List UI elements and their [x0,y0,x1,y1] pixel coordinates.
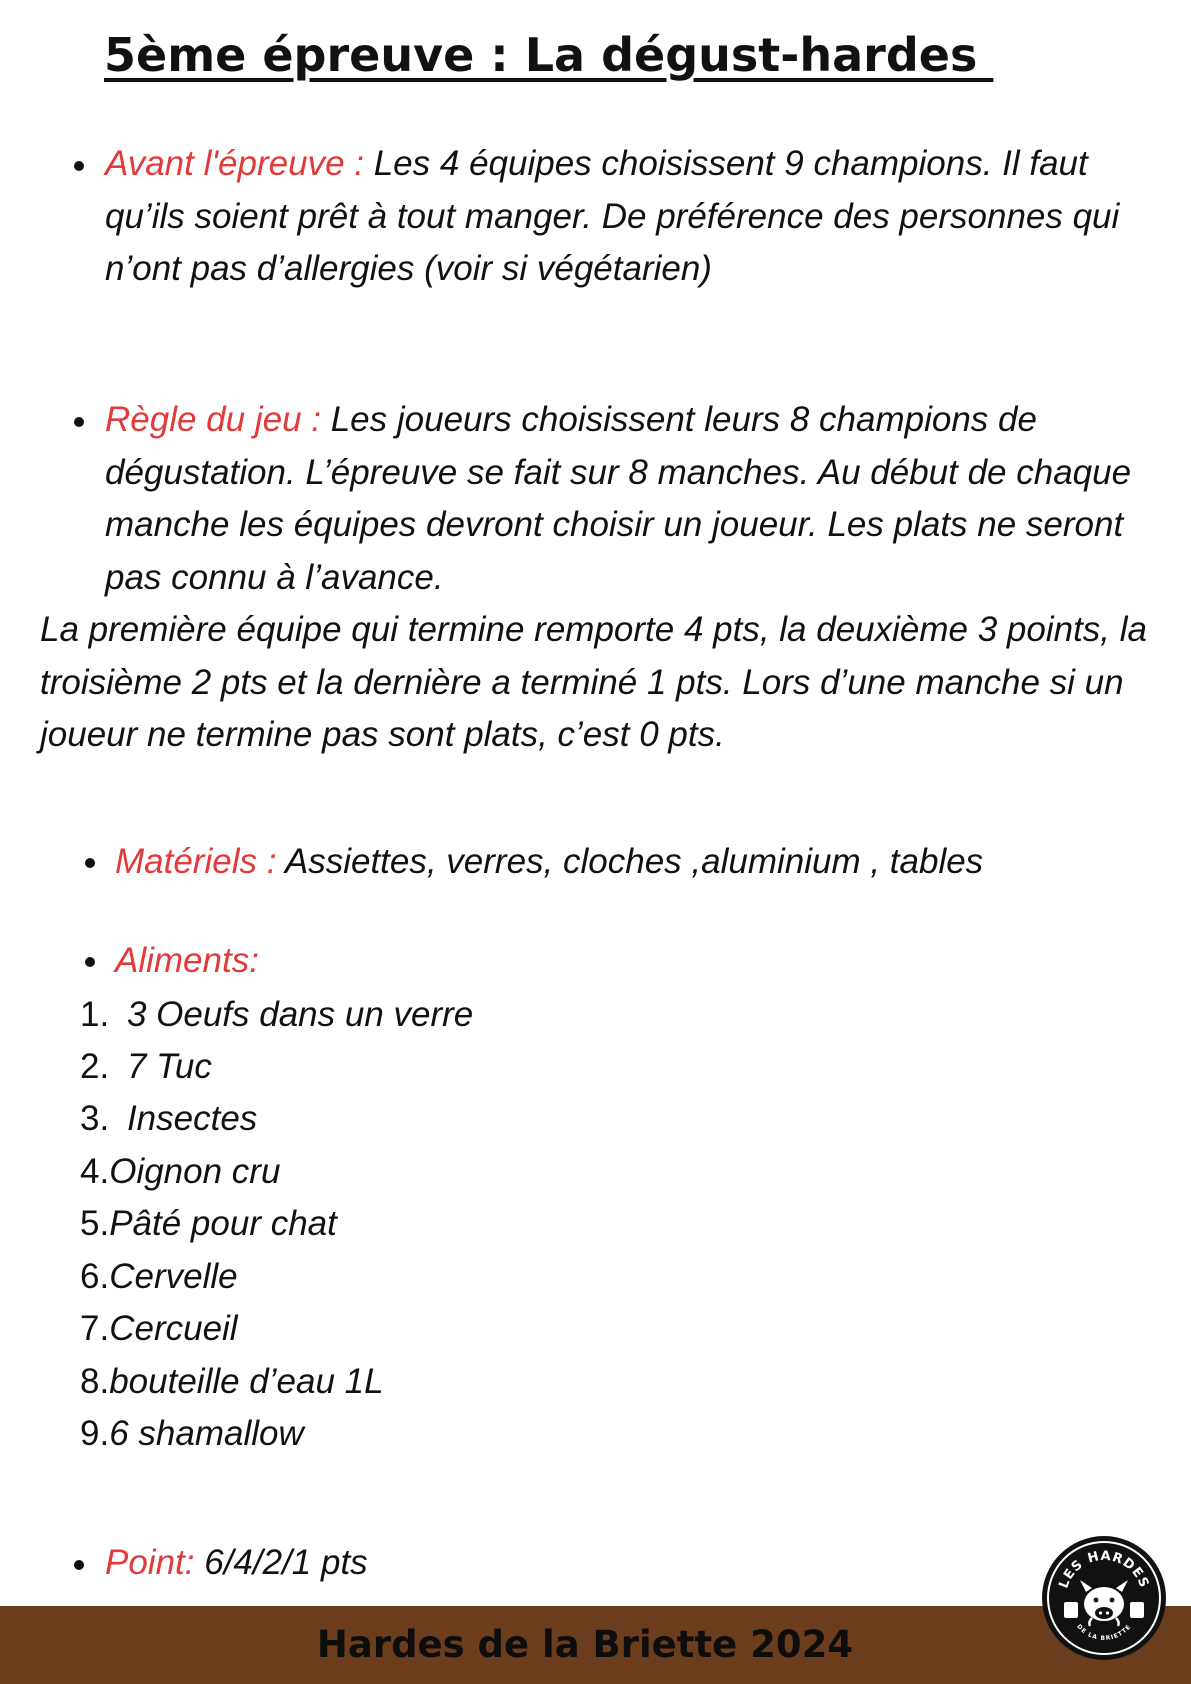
list-item-number: 5. [80,1204,110,1243]
list-item-label: Pâté pour chat [109,1204,337,1243]
list-item-label: Oignon cru [109,1152,281,1191]
section-aliments-heading [115,935,259,988]
section-point [105,1537,368,1590]
list-item [80,989,473,1041]
list-item-number: 2. [80,1047,110,1086]
page-title: 5ème épreuve : La dégust-hardes [104,28,994,82]
list-item-label: Cervelle [109,1257,238,1296]
list-item [80,1251,238,1303]
list-item [80,1093,257,1145]
list-item [80,1146,280,1198]
section-regle [105,394,1150,604]
list-item-label: bouteille d’eau 1L [109,1362,384,1401]
scoring-paragraph: La première équipe qui termine remporte 4 pts, la deuxième 3 points, la troisième 2 pts et la dernière a terminé 1 pts. Lors d’une manche si un joueur ne termine pas sont plats, c’est 0 pts. [40,610,1147,754]
list-item-label: 6 shamallow [109,1414,304,1453]
list-item [80,1408,304,1460]
section-avant-text: Les 4 équipes choisissent 9 champions. Il faut qu’ils soient prêt à tout manger. De préférence des personnes qui n’ont pas d’allergies (voir si végétarien) [105,144,1120,288]
section-point-text: 6/4/2/1 pts [204,1543,368,1582]
list-item [80,1356,384,1408]
section-materiels-label: Matériels : [115,842,285,881]
list-item [80,1303,238,1355]
section-materiels-text: Assiettes, verres, cloches ,aluminium , tables [284,842,984,881]
list-item-number: 3. [80,1099,110,1138]
section-avant [105,138,1125,296]
list-item-number: 4. [80,1152,110,1191]
list-item-label: Insectes [126,1099,258,1138]
list-item-number: 9. [80,1414,110,1453]
list-item-number: 8. [80,1362,110,1401]
section-aliments-label: Aliments: [115,941,259,980]
section-regle-text: Les joueurs choisissent leurs 8 champions de dégustation. L’épreuve se fait sur 8 manches. Au début de chaque manche les équipes devront choisir un joueur. Les plats ne seront pas connu à l’avance. [105,400,1132,597]
beer-mug-icon [1064,1602,1078,1618]
bullet-materiels [85,858,95,868]
logo-text-bottom: DE LA BRIETTE [1075,1623,1133,1643]
list-item [80,1041,212,1093]
section-avant-label: Avant l'épreuve : [105,144,374,183]
list-item-label: Cercueil [109,1309,238,1348]
list-item-label: 3 Oeufs dans un verre [126,995,474,1034]
list-item-number: 7. [80,1309,110,1348]
section-regle-label: Règle du jeu : [105,400,331,439]
hardes-logo [1040,1534,1168,1662]
section-materiels [115,836,1165,889]
section-point-label: Point: [105,1543,205,1582]
list-item [80,1198,337,1250]
list-item-number: 6. [80,1257,110,1296]
bullet-aliments [85,957,95,967]
footer-title: Hardes de la Briette 2024 [316,1623,854,1666]
list-item-label: 7 Tuc [126,1047,212,1086]
bullet-avant [74,161,84,171]
bullet-point [74,1560,84,1570]
beer-mug-icon [1130,1602,1144,1618]
logo-text-top: LES HARDES [1056,1548,1152,1591]
list-item-number: 1. [80,995,110,1034]
bullet-regle [74,417,84,427]
